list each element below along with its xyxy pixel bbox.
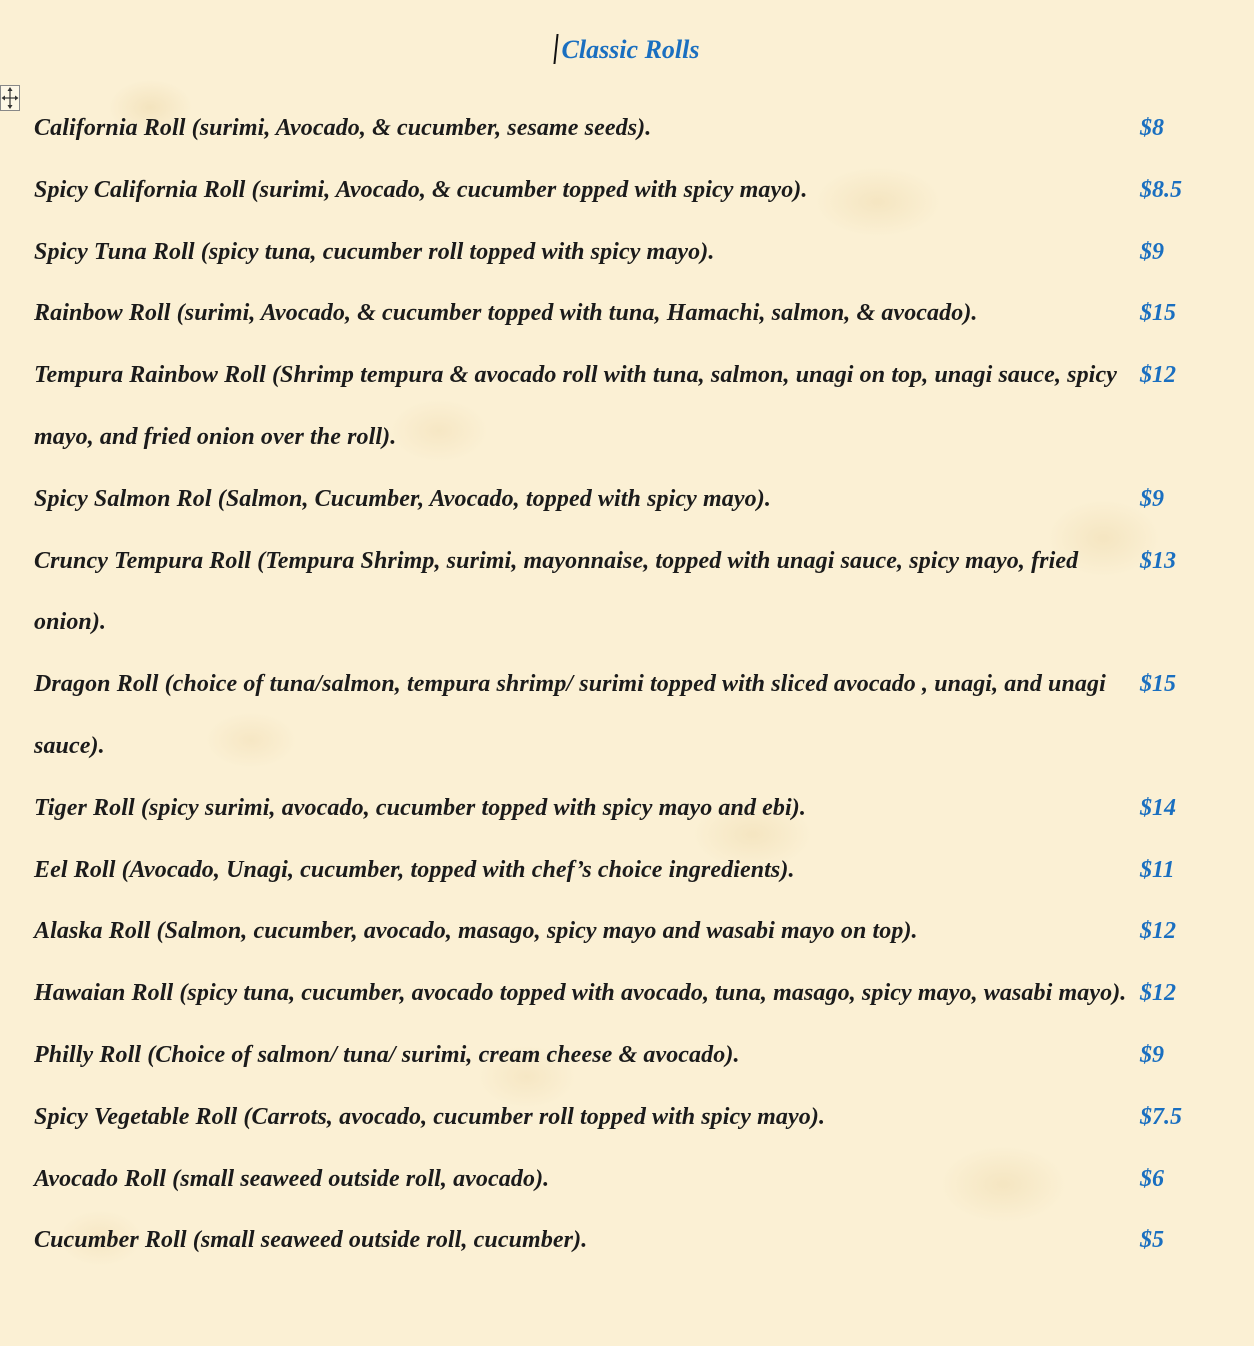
menu-row <box>34 901 1234 963</box>
menu-row <box>34 778 1234 840</box>
item-price: $12 <box>1140 980 1176 1007</box>
menu-row <box>34 840 1234 902</box>
item-price: $5 <box>1140 1227 1164 1254</box>
item-description: California Roll (surimi, Avocado, & cucumber, sesame seeds). <box>34 115 652 141</box>
item-price: $8.5 <box>1140 176 1182 203</box>
item-description: Hawaian Roll (spicy tuna, cucumber, avocado topped with avocado, tuna, masago, spicy mayo, wasabi mayo). <box>34 980 1127 1007</box>
menu-table <box>34 98 1234 1272</box>
item-description: Eel Roll (Avocado, Unagi, cucumber, topped with chef’s choice ingredients). <box>34 856 795 883</box>
item-description: Spicy Salmon Rol (Salmon, Cucumber, Avocado, topped with spicy mayo). <box>34 485 771 512</box>
item-price: $9 <box>1140 238 1164 265</box>
menu-row <box>34 283 1234 345</box>
item-description: Cruncy Tempura Roll (Tempura Shrimp, surimi, mayonnaise, topped with unagi sauce, spicy mayo, fried onion). <box>34 547 1079 636</box>
item-price: $15 <box>1140 300 1176 327</box>
menu-row <box>34 1087 1234 1149</box>
item-description: Alaska Roll (Salmon, cucumber, avocado, masago, spicy mayo and wasabi mayo on top). <box>34 918 918 945</box>
item-description: Tempura Rainbow Roll (Shrimp tempura & avocado roll with tuna, salmon, unagi on top, unagi sauce, spicy mayo, and fried onion over the roll). <box>34 362 1117 450</box>
menu-row <box>34 222 1234 284</box>
move-arrows-icon[interactable] <box>0 85 20 111</box>
menu-row <box>34 531 1234 655</box>
item-price: $12 <box>1140 362 1176 389</box>
item-price: $7.5 <box>1140 1103 1182 1130</box>
item-description: Rainbow Roll (surimi, Avocado, & cucumber topped with tuna, Hamachi, salmon, & avocado). <box>34 300 978 327</box>
item-price: $15 <box>1140 671 1176 698</box>
item-description: Avocado Roll (small seaweed outside roll, avocado). <box>34 1165 550 1192</box>
item-description: Tiger Roll (spicy surimi, avocado, cucumber topped with spicy mayo and ebi). <box>34 794 806 821</box>
menu-row <box>34 1149 1234 1211</box>
menu-row <box>34 1210 1234 1272</box>
item-description: Cucumber Roll (small seaweed outside roll, cucumber). <box>34 1227 588 1254</box>
text-cursor <box>553 34 558 64</box>
item-description: Philly Roll (Choice of salmon/ tuna/ surimi, cream cheese & avocado). <box>34 1041 740 1068</box>
page-title[interactable]: Classic Rolls <box>561 35 700 64</box>
item-description: Spicy Vegetable Roll (Carrots, avocado, cucumber roll topped with spicy mayo). <box>34 1103 826 1130</box>
menu-row <box>34 469 1234 531</box>
item-price: $8 <box>1140 115 1164 141</box>
menu-row <box>34 1025 1234 1087</box>
item-description: Spicy California Roll (surimi, Avocado, & cucumber topped with spicy mayo). <box>34 176 808 203</box>
item-price: $9 <box>1140 1041 1164 1068</box>
item-price: $12 <box>1140 918 1176 945</box>
title-block <box>0 34 1254 65</box>
menu-row <box>34 160 1234 222</box>
menu-row <box>34 963 1234 1025</box>
item-description: Spicy Tuna Roll (spicy tuna, cucumber roll topped with spicy mayo). <box>34 238 715 265</box>
item-price: $6 <box>1140 1165 1164 1192</box>
menu-row <box>34 654 1234 778</box>
item-price: $11 <box>1140 856 1175 883</box>
item-price: $14 <box>1140 794 1176 821</box>
menu-row <box>34 345 1234 469</box>
menu-row <box>34 98 1234 160</box>
item-price: $9 <box>1140 485 1164 512</box>
item-price: $13 <box>1140 547 1176 574</box>
item-description: Dragon Roll (choice of tuna/salmon, tempura shrimp/ surimi topped with sliced avocado , unagi, and unagi sauce). <box>34 671 1106 759</box>
